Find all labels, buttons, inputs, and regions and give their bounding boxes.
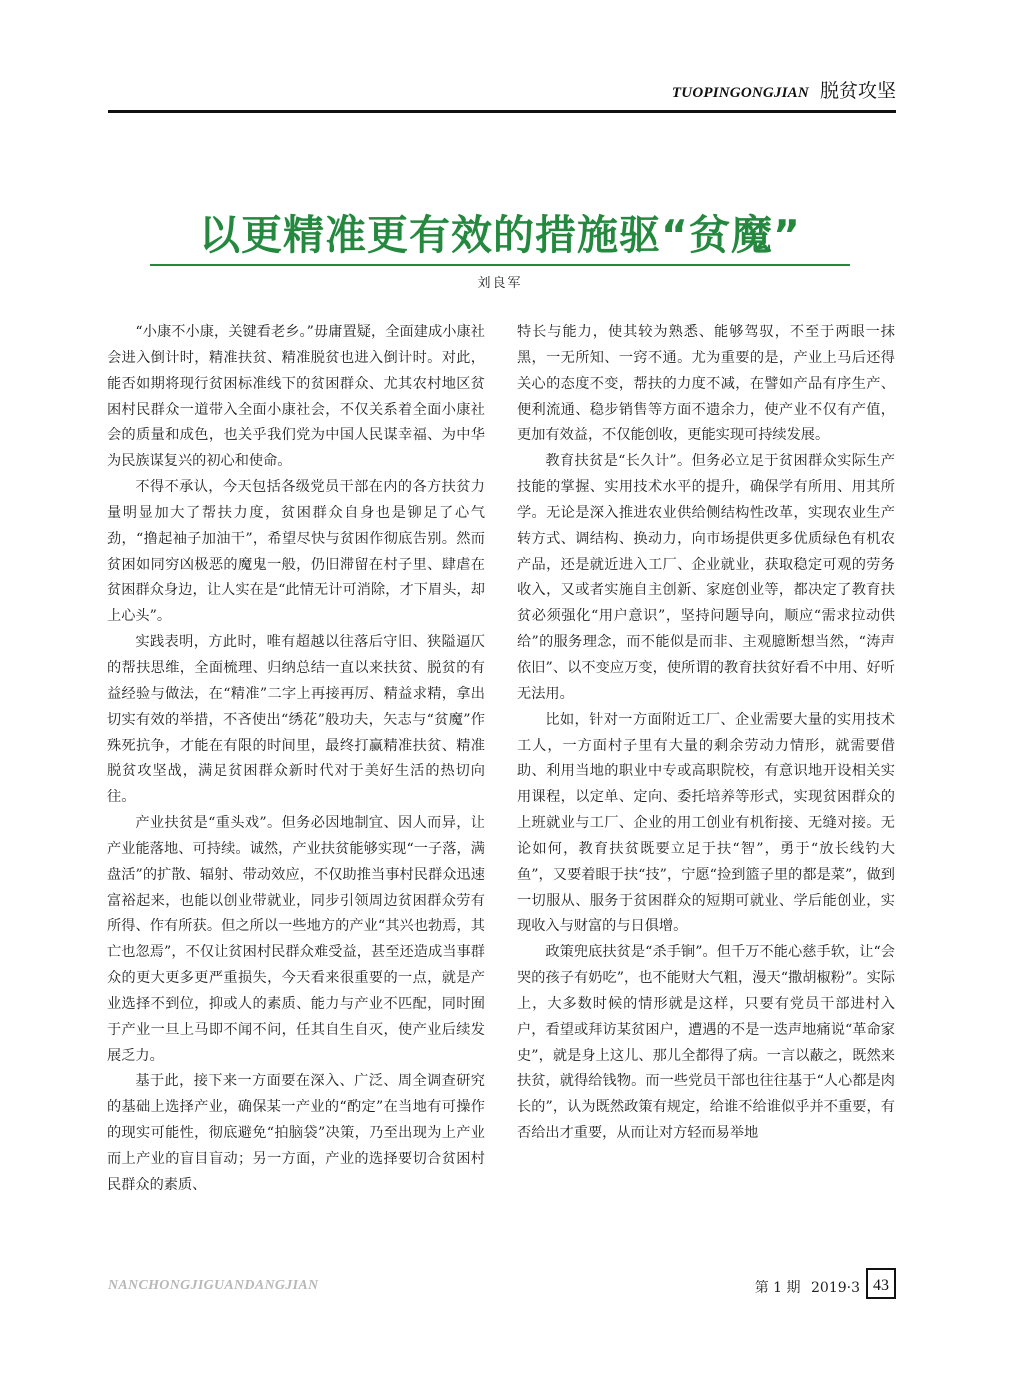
paragraph: 教育扶贫是“长久计”。但务必立足于贫困群众实际生产技能的掌握、实用技术水平的提升，确保学有所用、用其所学。无论是深入推进农业供给侧结构性改革，实现农业生产转方式、调结构、换动力，向市场提供更多优质绿色有机农产品，还是就近进入工厂、企业就业，获取稳定可观的劳务收入，又或者实施自主创新、家庭创业等，都决定了教育扶贫必须强化“用户意识”，坚持问题导向，顺应“需求拉动供给”的服务理念，而不能似是而非、主观臆断想当然，“涛声依旧”、以不变应万变，使所谓的教育扶贫好看不中用、好听无法用。	[517, 453, 895, 702]
issue-info	[700, 1277, 860, 1297]
paragraph-continued: 特长与能力，使其较为熟悉、能够驾驭，不至于两眼一抹黑，一无所知、一窍不通。尤为重要的是，产业上马后还得关心的态度不变，帮扶的力度不减，在譬如产品有序生产、便利流通、稳步销售等方面不遗余力，使产业不仅有产值，更加有效益，不仅能创收，更能实现可持续发展。	[517, 324, 895, 444]
page-number: 43	[866, 1268, 896, 1299]
header-section-title: 脱贫攻坚	[819, 80, 896, 102]
right-column	[517, 320, 895, 1147]
paragraph: 实践表明，方此时，唯有超越以往落后守旧、狭隘逼仄的帮扶思维，全面梳理、归纳总结一直以来扶贫、脱贫的有益经验与做法，在“精准”二字上再接再厉、精益求精，拿出切实有效的举措，不吝使出“绣花”般功夫，矢志与“贫魔”作殊死抗争，才能在有限的时间里，最终打赢精准扶贫、精准脱贫攻坚战，满足贫困群众新时代对于美好生活的热切向往。	[107, 634, 485, 806]
issue-number: 第 1 期	[754, 1280, 801, 1296]
paragraph: 不得不承认，今天包括各级党员干部在内的各方扶贫力量明显加大了帮扶力度，贫困群众自身也是铆足了心气劲，“撸起袖子加油干”，希望尽快与贫困作彻底告别。然而贫困如同穷凶极恶的魔鬼一般，仍旧滞留在村子里、肆虐在贫困群众身边，让人实在是“此情无计可消除，才下眉头，却上心头”。	[107, 479, 485, 625]
paragraph: 比如，针对一方面附近工厂、企业需要大量的实用技术工人，一方面村子里有大量的剩余劳动力情形，就需要借助、利用当地的职业中专或高职院校，有意识地开设相关实用课程，以定单、定向、委托培养等形式，实现贫困群众的上班就业与工厂、企业的用工创业有机衔接、无缝对接。无论如何，教育扶贫既要立足于扶“智”，勇于“放长线钓大鱼”，又要着眼于扶“技”，宁愿“捡到篮子里的都是菜”，做到一切服从、服务于贫困群众的短期可就业、学后能创业，实现收入与财富的与日俱增。	[517, 711, 895, 935]
paragraph: 基于此，接下来一方面要在深入、广泛、周全调查研究的基础上选择产业，确保某一产业的“酌定”在当地有可操作的现实可能性，彻底避免“拍脑袋”决策，乃至出现为上产业而上产业的盲目盲动；另一方面，产业的选择要切合贫困村民群众的素质、	[107, 1073, 485, 1193]
header-rule	[108, 110, 896, 113]
paragraph: 政策兜底扶贫是“杀手锏”。但千万不能心慈手软，让“会哭的孩子有奶吃”，也不能财大气粗，漫天“撒胡椒粉”。实际上，大多数时候的情形就是这样，只要有党员干部进村入户，看望或拜访某贫困户，遭遇的不是一迭声地痛说“革命家史”，就是身上这儿、那儿全都得了病。一言以蔽之，既然来扶贫，就得给钱物。而一些党员干部也往往基于“人心都是肉长的”，认为既然政策有规定，给谁不给谁似乎并不重要，有否给出才重要，从而让对方轻而易举地	[517, 944, 895, 1142]
paragraph: 产业扶贫是“重头戏”。但务必因地制宜、因人而异，让产业能落地、可持续。诚然，产业扶贫能够实现“一子落，满盘活”的扩散、辐射、带动效应，不仅助推当事村民群众迅速富裕起来，也能以创业带就业，同步引领周边贫困群众劳有所得、作有所获。但之所以一些地方的产业“其兴也勃焉，其亡也忽焉”，不仅让贫困村民群众难受益，甚至还造成当事群众的更大更多更严重损失，今天看来很重要的一点，就是产业选择不到位，抑或人的素质、能力与产业不匹配，同时囿于产业一旦上马即不闻不问，任其自生自灭，使产业后续发展乏力。	[107, 815, 485, 1064]
header-pinyin: TUOPINGONGJIAN	[671, 85, 809, 101]
article-author: 刘良军	[477, 276, 523, 291]
paragraph: “小康不小康，关键看老乡。”毋庸置疑，全面建成小康社会进入倒计时，精准扶贫、精准脱贫也进入倒计时。对此，能否如期将现行贫困标准线下的贫困群众、尤其农村地区贫困村民群众一道带入全面小康社会，不仅关系着全面小康社会的质量和成色，也关乎我们党为中国人民谋幸福、为中华为民族谋复兴的初心和使命。	[107, 324, 485, 470]
running-header	[108, 76, 896, 106]
journal-name: NANCHONGJIGUANDANGJIAN	[108, 1278, 319, 1293]
title-underline	[150, 264, 850, 266]
left-column	[107, 320, 485, 1199]
article-title: 以更精准更有效的措施驱“贫魔”	[199, 211, 801, 259]
issue-date: 2019·3	[811, 1280, 860, 1296]
